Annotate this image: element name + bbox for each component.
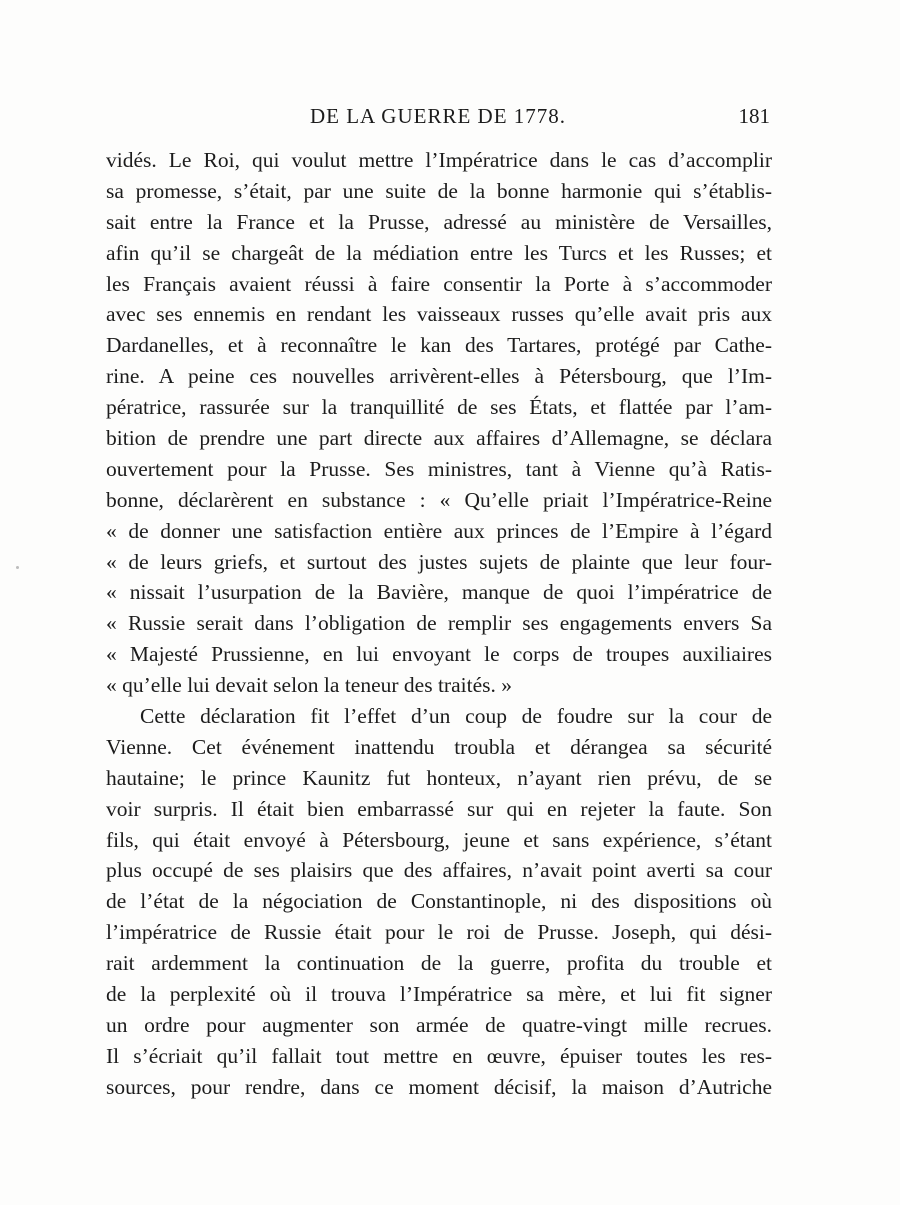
text-line: sait entre la France et la Prusse, adressé au ministère de Versailles, xyxy=(106,209,772,234)
body-text xyxy=(106,145,772,1103)
running-title: DE LA GUERRE DE 1778. xyxy=(309,104,567,128)
text-line: Cette déclaration fit l’effet d’un coup de foudre sur la cour de xyxy=(140,704,772,729)
running-head xyxy=(106,104,770,134)
text-line: vidés. Le Roi, qui voulut mettre l’Impératrice dans le cas d’accomplir xyxy=(106,148,772,172)
text-line: pératrice, rassurée sur la tranquillité de ses États, et flattée par l’am- xyxy=(106,395,772,420)
text-line: rait ardemment la continuation de la guerre, profita du trouble et xyxy=(106,951,772,976)
text-line: « nissait l’usurpation de la Bavière, manque de quoi l’impératrice de xyxy=(106,580,772,605)
page-number: 181 xyxy=(738,104,770,128)
text-line: hautaine; le prince Kaunitz fut honteux, n’ayant rien prévu, de se xyxy=(106,765,772,790)
text-line: de l’état de la négociation de Constantinople, ni des dispositions où xyxy=(106,889,772,914)
text-line: bition de prendre une part directe aux affaires d’Allemagne, se déclara xyxy=(106,426,772,451)
text-line: de la perplexité où il trouva l’Impératrice sa mère, et lui fit signer xyxy=(106,982,772,1007)
text-line: Vienne. Cet événement inattendu troubla et dérangea sa sécurité xyxy=(106,734,772,759)
text-line: fils, qui était envoyé à Pétersbourg, jeune et sans expérience, s’étant xyxy=(106,827,772,852)
text-line: rine. A peine ces nouvelles arrivèrent-elles à Pétersbourg, que l’Im- xyxy=(106,364,772,389)
text-line: « qu’elle lui devait selon la teneur des traités. » xyxy=(106,673,512,698)
text-line: Dardanelles, et à reconnaître le kan des Tartares, protégé par Cathe- xyxy=(106,333,772,358)
text-line: un ordre pour augmenter son armée de quatre-vingt mille recrues. xyxy=(106,1012,772,1037)
text-line: ouvertement pour la Prusse. Ses ministres, tant à Vienne qu’à Ratis- xyxy=(106,456,772,481)
text-line: les Français avaient réussi à faire consentir la Porte à s’accommoder xyxy=(106,271,772,296)
text-line: afin qu’il se chargeât de la médiation entre les Turcs et les Russes; et xyxy=(106,240,772,265)
text-line: l’impératrice de Russie était pour le roi de Prusse. Joseph, qui dési- xyxy=(106,920,772,945)
text-line: plus occupé de ses plaisirs que des affaires, n’avait point averti sa cour xyxy=(106,858,772,883)
text-line: avec ses ennemis en rendant les vaisseaux russes qu’elle avait pris aux xyxy=(106,302,772,327)
text-line: sa promesse, s’était, par une suite de la bonne harmonie qui s’établis- xyxy=(106,178,772,203)
text-line: « Majesté Prussienne, en lui envoyant le corps de troupes auxiliaires xyxy=(106,642,772,667)
text-line: « de leurs griefs, et surtout des justes sujets de plainte que leur four- xyxy=(106,549,772,574)
text-line: « de donner une satisfaction entière aux princes de l’Empire à l’égard xyxy=(106,518,772,543)
text-line: voir surpris. Il était bien embarrassé sur qui en rejeter la faute. Son xyxy=(106,796,772,821)
text-line: Il s’écriait qu’il fallait tout mettre en œuvre, épuiser toutes les res- xyxy=(106,1043,772,1068)
text-line: bonne, déclarèrent en substance : « Qu’elle priait l’Impératrice-Reine xyxy=(106,487,772,512)
scan-speck xyxy=(16,566,19,569)
text-line: sources, pour rendre, dans ce moment décisif, la maison d’Autriche xyxy=(106,1074,772,1099)
text-line: « Russie serait dans l’obligation de remplir ses engagements envers Sa xyxy=(106,611,772,636)
